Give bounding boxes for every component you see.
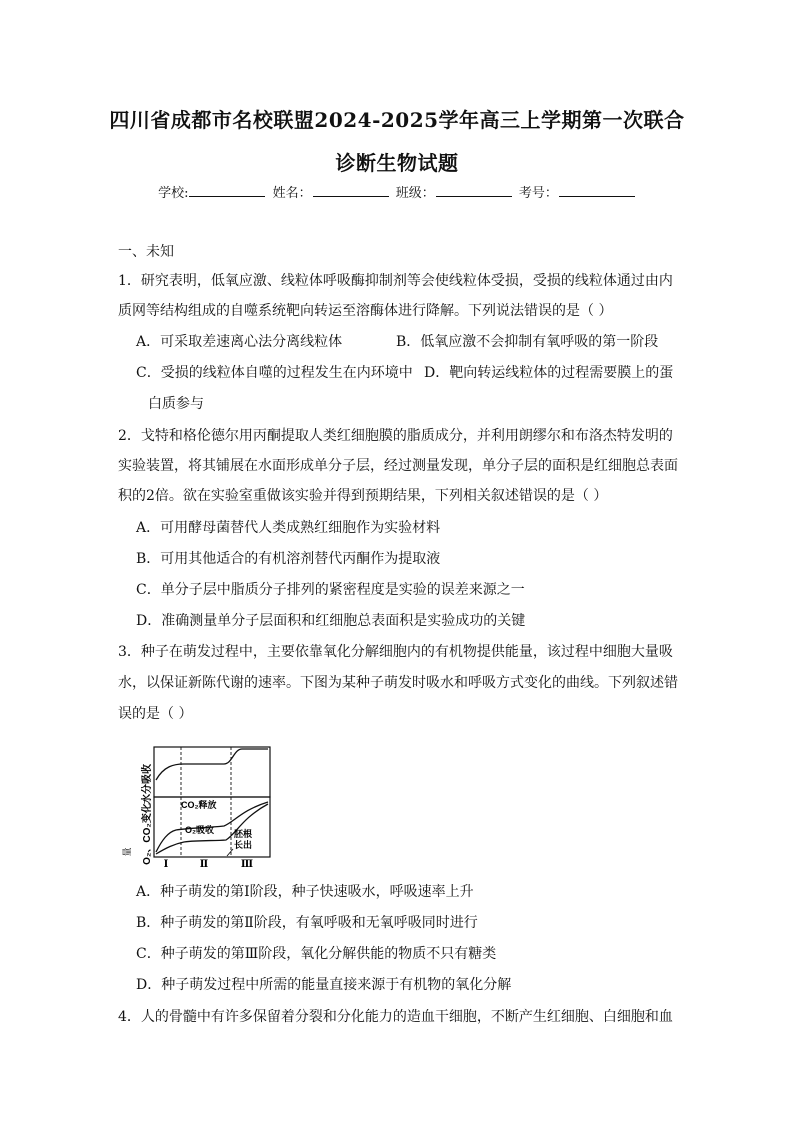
- question-3-line-3: 误的是（ ）: [118, 706, 193, 722]
- question-2-line-3: 积的2倍。欲在实验室重做该实验并得到预期结果，下列相关叙述错误的是（ ）: [118, 488, 608, 504]
- question-1-option-d[interactable]: D．靶向转运线粒体的过程需要膜上的蛋: [424, 365, 674, 381]
- question-2-option-a[interactable]: A．可用酵母菌替代人类成熟红细胞作为实验材料: [136, 520, 441, 536]
- o2-label: O₂吸收: [185, 825, 214, 835]
- question-3-option-c[interactable]: C．种子萌发的第Ⅲ阶段，氧化分解供能的物质不只有糖类: [136, 946, 497, 962]
- question-2-option-d[interactable]: D．准确测量单分子层面积和红细胞总表面积是实验成功的关键: [136, 613, 526, 629]
- water-absorption-curve: [156, 749, 268, 780]
- exam-no-blank[interactable]: [559, 183, 635, 197]
- question-1-line-1: 1．研究表明，低氧应激、线粒体呼吸酶抑制剂等会使线粒体受损，受损的线粒体通过由内: [118, 273, 673, 289]
- question-3-option-d[interactable]: D．种子萌发过程中所需的能量直接来源于有机物的氧化分解: [136, 977, 512, 993]
- question-1-line-2: 质网等结构组成的自噬系统靶向转运至溶酶体进行降解。下列说法错误的是（ ）: [118, 303, 613, 319]
- question-2-line-1: 2．戈特和格伦德尔用丙酮提取人类红细胞膜的脂质成分，并利用朗缪尔和布洛杰特发明的: [118, 428, 673, 444]
- question-3-line-1: 3．种子在萌发过程中，主要依靠氧化分解细胞内的有机物提供能量，该过程中细胞大量吸: [118, 644, 673, 660]
- exam-no-label: 考号：: [518, 186, 558, 201]
- y-label-gas: O₂、CO₂变化: [142, 803, 153, 865]
- section-heading: 一、未知: [118, 244, 174, 260]
- question-1-option-d-continued: 白质参与: [148, 396, 204, 412]
- y-label-mark: 量: [122, 847, 132, 857]
- question-3-option-b[interactable]: B．种子萌发的第Ⅱ阶段，有氧呼吸和无氧呼吸同时进行: [136, 915, 478, 931]
- question-2-option-b[interactable]: B．可用其他适合的有机溶剂替代丙酮作为提取液: [136, 551, 441, 567]
- radicle-label-line-1: 胚根: [234, 829, 253, 839]
- radicle-pointer: [227, 849, 233, 856]
- stage-2-label: Ⅱ: [199, 859, 209, 870]
- top-panel-frame: [154, 747, 270, 797]
- school-blank[interactable]: [189, 183, 265, 197]
- question-1-option-b[interactable]: B．低氧应激不会抑制有氧呼吸的第一阶段: [396, 334, 659, 350]
- question-1-option-a[interactable]: A．可采取差速离心法分离线粒体: [136, 334, 343, 350]
- name-blank[interactable]: [313, 183, 389, 197]
- question-1-option-c[interactable]: C．受损的线粒体自噬的过程发生在内环境中: [136, 365, 413, 381]
- class-label: 班级：: [395, 186, 435, 201]
- page-title-line-2: 诊断生物试题: [335, 151, 459, 175]
- co2-label: CO₂释放: [181, 800, 217, 810]
- question-2-option-c[interactable]: C．单分子层中脂质分子排列的紧密程度是实验的误差来源之一: [136, 582, 525, 598]
- page-title-line-1: 四川省成都市名校联盟2024-2025学年高三上学期第一次联合: [109, 108, 685, 132]
- seed-germination-figure: [122, 744, 274, 870]
- radicle-label-line-2: 长出: [234, 840, 253, 850]
- y-label-water: 水分吸收: [142, 764, 153, 804]
- stage-3-label: Ⅲ: [240, 859, 254, 870]
- school-label: 学校:: [158, 186, 189, 201]
- stage-1-label: Ⅰ: [163, 859, 169, 870]
- name-label: 姓名：: [272, 186, 312, 201]
- class-blank[interactable]: [436, 183, 512, 197]
- question-3-option-a[interactable]: A．种子萌发的第Ⅰ阶段，种子快速吸水，呼吸速率上升: [136, 884, 474, 900]
- student-info-line: [0, 182, 794, 201]
- question-3-line-2: 水，以保证新陈代谢的速率。下图为某种子萌发时吸水和呼吸方式变化的曲线。下列叙述错: [118, 675, 678, 691]
- question-2-line-2: 实验装置，将其铺展在水面形成单分子层，经过测量发现，单分子层的面积是红细胞总表面: [118, 458, 678, 474]
- question-4-line-1: 4．人的骨髓中有许多保留着分裂和分化能力的造血干细胞，不断产生红细胞、白细胞和血: [118, 1009, 673, 1025]
